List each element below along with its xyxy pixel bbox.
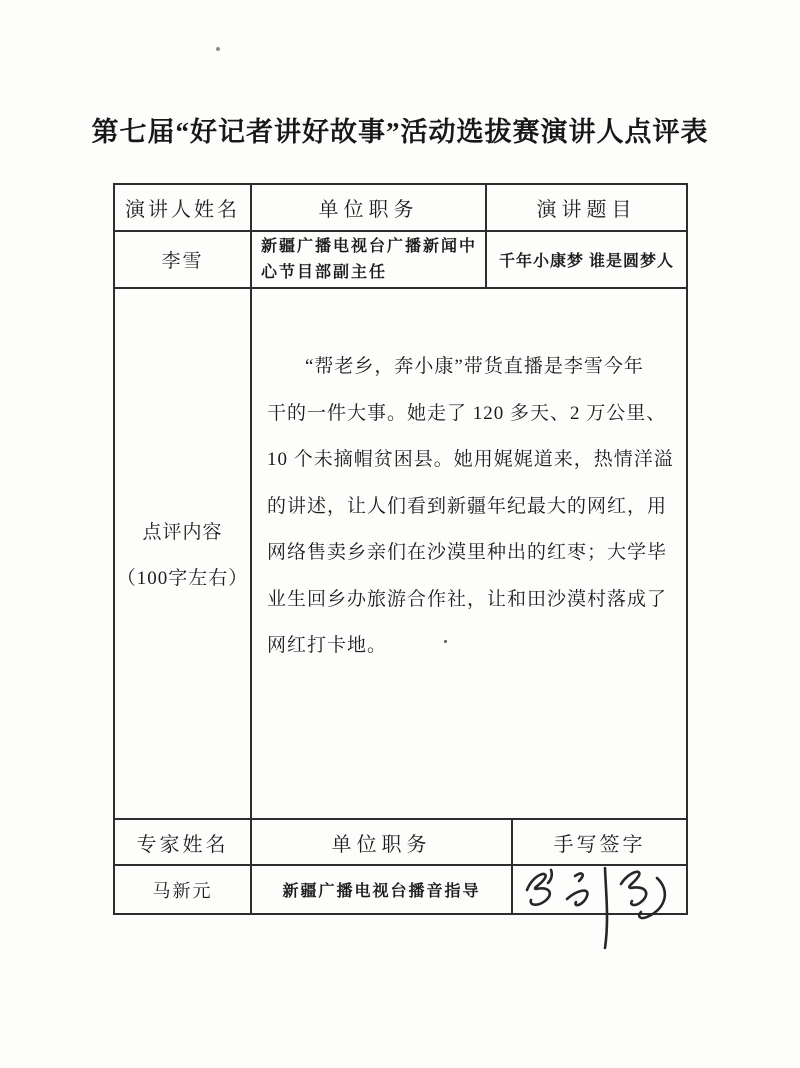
speaker-header-name: 演讲人姓名 (125, 199, 240, 221)
comment-line: “帮老乡，奔小康”带货直播是李雪今年 (305, 356, 644, 377)
comment-content-cell (250, 289, 686, 818)
comment-line: 网络售卖乡亲们在沙漠里种出的红枣；大学毕 (267, 542, 668, 563)
speaker-header-row (115, 185, 686, 230)
expert-position-value: 新疆广播电视台播音指导 (250, 866, 511, 913)
expert-header-row (115, 818, 686, 864)
review-table (113, 183, 688, 915)
comment-label-title: 点评内容 (142, 522, 223, 543)
comment-line: 业生回乡办旅游合作社，让和田沙漠村落成了 (267, 588, 668, 610)
document-title: 第七届“好记者讲好故事”活动选拔赛演讲人点评表 (91, 117, 709, 147)
comment-line: 干的一件大事。她走了 120 多天、2 万公里、 (267, 402, 667, 424)
speaker-data-row (115, 230, 686, 287)
speaker-header-position: 单位职务 (250, 185, 485, 230)
scan-speck (216, 47, 220, 51)
speaker-name-value: 李雪 (161, 251, 204, 272)
expert-data-row (115, 864, 686, 913)
speaker-topic-value: 千年小康梦 谁是圆梦人 (485, 232, 686, 287)
comment-line: 的讲述，让人们看到新疆年纪最大的网红，用 (267, 495, 668, 517)
speaker-position-value: 新疆广播电视台广播新闻中心节目部副主任 (250, 232, 485, 287)
expert-signature-cell (511, 866, 686, 913)
comment-line: 10 个未摘帽贫困县。她用娓娓道来，热情洋溢 (267, 449, 674, 470)
expert-name-value: 马新元 (152, 880, 213, 901)
expert-header-name: 专家姓名 (136, 833, 229, 856)
expert-header-signature: 手写签字 (511, 820, 686, 864)
comment-label-hint: （100字左右） (116, 568, 249, 589)
scan-speck (444, 640, 447, 643)
comment-label-cell (115, 289, 250, 818)
comment-line: 网红打卡地。 (267, 635, 388, 656)
expert-header-position: 单位职务 (250, 820, 511, 864)
speaker-header-topic: 演讲题目 (485, 185, 686, 230)
comment-row (115, 287, 686, 818)
